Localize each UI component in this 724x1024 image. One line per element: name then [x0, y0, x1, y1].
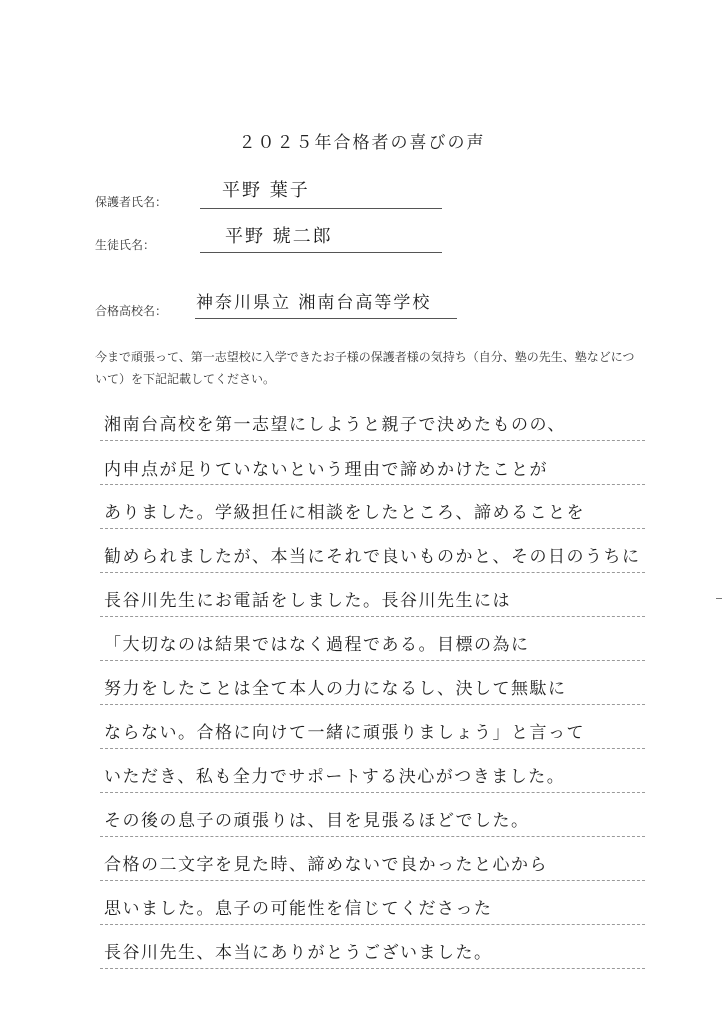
student-name-value: 平野 琥二郎	[225, 226, 333, 247]
guardian-name-value: 平野 葉子	[222, 180, 310, 201]
message-line: 合格の二文字を見た時、諦めないで良かったと心から	[104, 855, 548, 875]
message-line: 思いました。息子の可能性を信じてくださった	[104, 899, 493, 919]
message-line: 湘南台高校を第一志望にしようと親子で決めたものの、	[104, 415, 566, 435]
message-line: ならない。合格に向けて一緒に頑張りましょう」と言って	[104, 723, 585, 743]
school-name-value: 神奈川県立 湘南台高等学校	[196, 293, 432, 313]
page-title: ２０２５年合格者の喜びの声	[238, 133, 486, 153]
school-name-underline	[195, 318, 457, 319]
guardian-name-label: 保護者氏名：	[95, 195, 168, 209]
guardian-name-underline	[200, 208, 442, 209]
message-line: ありました。学級担任に相談をしたところ、諦めることを	[104, 503, 585, 523]
student-name-underline	[200, 252, 442, 253]
message-line: 努力をしたことは全て本人の力になるし、決して無駄に	[104, 679, 567, 699]
message-line: 勧められましたが、本当にそれで良いものかと、その日のうちに	[104, 547, 641, 567]
message-line: 内申点が足りていないという理由で諦めかけたことが	[104, 460, 548, 480]
school-name-label: 合格高校名：	[95, 304, 168, 318]
message-line: その後の息子の頑張りは、目を見張るほどでした。	[104, 811, 530, 831]
message-line: 長谷川先生、本当にありがとうございました。	[104, 943, 493, 963]
message-line: 長谷川先生にお電話をしました。長谷川先生には	[104, 591, 511, 611]
message-line: 「大切なのは結果ではなく過程である。目標の為に	[104, 635, 530, 655]
instruction-text: 今まで頑張って、第一志望校に入学できたお子様の保護者様の気持ち（自分、塾の先生、塾などについて）を下記記載してください。	[95, 350, 635, 386]
message-line: いただき、私も全力でサポートする決心がつきました。	[104, 767, 566, 787]
margin-mark	[716, 598, 722, 599]
student-name-label: 生徒氏名：	[95, 238, 156, 252]
